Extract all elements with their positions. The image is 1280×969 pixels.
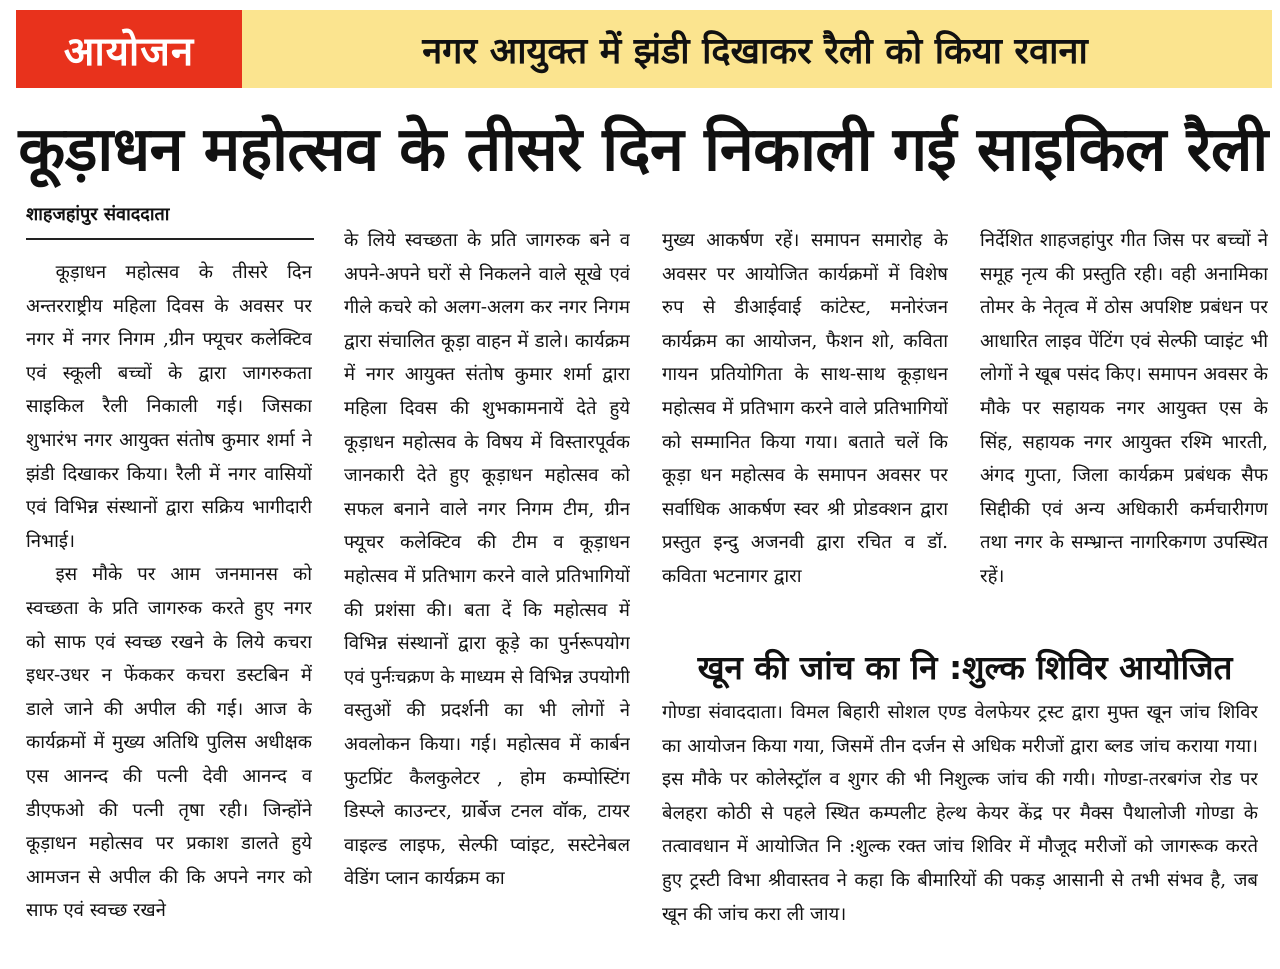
story1-paragraph-2: इस मौके पर आम जनमानस को स्वच्छता के प्रति जागरुक करते हुए नगर को साफ एवं स्वच्छ रखने के लिये कचरा इधर-उधर न फेंककर कचरा डस्टबिन में डाले जाने की अपील की गई। आज के कार्यक्रमों में मुख्य अतिथि पुलिस अधीक्षक एस आनन्द की पत्नी देवी आनन्द व डीएफओ की पत्नी तृषा रही। जिन्होंने कूड़ाधन महोत्सव पर प्रकाश डालते हुये आमजन से अपील की कि अपने नगर को साफ एवं स्वच्छ रखने [26, 564, 312, 922]
story1-column-2 [344, 224, 630, 964]
story1-paragraph-1: कूड़ाधन महोत्सव के तीसरे दिन अन्तरराष्ट्रीय महिला दिवस के अवसर पर नगर में नगर निगम ,ग्रीन फ्यूचर कलेक्टिव एवं स्कूली बच्चों के द्वारा जागरुकता साइकिल रैली निकाली गई। जिसका शुभारंभ नगर आयुक्त संतोष कुमार शर्मा ने झंडी दिखाकर किया। रैली में नगर वासियों एवं विभिन्न संस्थानों द्वारा सक्रिय भागीदारी निभाई। [26, 262, 312, 552]
story2-body-text: गोण्डा संवाददाता। विमल बिहारी सोशल एण्ड वेलफेयर ट्रस्ट द्वारा मुफ्त खून जांच शिविर का आयोजन किया गया, जिसमें तीन दर्जन से अधिक मरीजों द्वारा ब्लड जांच कराया गया। इस मौके पर कोलेस्ट्रॉल व शुगर की भी निशुल्क जांच की गयी। गोण्डा-तरबगंज रोड पर बेलहरा कोठी से पहले स्थित कम्पलीट हेल्थ केयर केंद्र पर मैक्स पैथालोजी गोण्डा के तत्वावधान में आयोजित नि :शुल्क रक्त जांच शिविर में मौजूद मरीजों को जागरूक करते हुए ट्रस्टी विभा श्रीवास्तव ने कहा कि बीमारियों की पकड़ आसानी से तभी संभव है, जब खून की जांच करा ली जाय। [662, 702, 1258, 925]
kicker-headline: नगर आयुक्त में झंडी दिखाकर रैली को किया रवाना [422, 30, 1088, 72]
byline: शाहजहांपुर संवाददाता [26, 204, 170, 225]
story1-column-1 [26, 256, 312, 962]
section-tag [16, 10, 242, 88]
story1-column-4 [980, 224, 1268, 626]
section-tag-label: आयोजन [63, 28, 195, 75]
story2-headline: खून की जांच का नि :शुल्क शिविर आयोजित [697, 647, 1233, 687]
story1-column-2-text: के लिये स्वच्छता के प्रति जागरुक बने व अपने-अपने घरों से निकलने वाले सूखे एवं गीले कचरे को अलग-अलग कर नगर निगम द्वारा संचालित कूड़ा वाहन में डाले। कार्यक्रम में नगर आयुक्त संतोष कुमार शर्मा द्वारा महिला दिवस की शुभकामनायें देते हुये कूड़ाधन महोत्सव के विषय में विस्तारपूर्वक जानकारी देते हुए कूड़ाधन महोत्सव को सफल बनाने वाले नगर निगम टीम, ग्रीन फ्यूचर कलेक्टिव की टीम व कूड़ाधन महोत्सव में प्रतिभाग करने वाले प्रतिभागियों की प्रशंसा की। बता दें कि महोत्सव में विभिन्न संस्थानों द्वारा कूड़े का पुर्नरूपयोग एवं पुर्नःचक्रण के माध्यम से विभिन्न उपयोगी वस्तुओं की प्रदर्शनी का भी लोगों ने अवलोकन किया। गई। महोत्सव में कार्बन फुटप्रिंट कैलकुलेटर , होम कम्पोस्टिंग डिस्प्ले काउन्टर, ग्रार्बेज टनल वॉक, टायर वाइल्ड लाइफ, सेल्फी प्वांइट, सस्टेनेबल वेडिंग प्लान कार्यक्रम का [344, 230, 630, 890]
byline-rule [26, 238, 314, 240]
story1-column-3-text: मुख्य आकर्षण रहें। समापन समारोह के अवसर पर आयोजित कार्यक्रमों में विशेष रुप से डीआईवाई कांटेस्ट, मनोरंजन कार्यक्रम का आयोजन, फैशन शो, कविता गायन प्रतियोगिता के साथ-साथ कूड़ाधन महोत्सव में प्रतिभाग करने वाले प्रतिभागियों को सम्मानित किया गया। बताते चलें कि कूड़ा धन महोत्सव के समापन अवसर पर सर्वाधिक आकर्षण स्वर श्री प्रोडक्शन द्वारा प्रस्तुत इन्दु अजनवी द्वारा रचित व डॉ. कविता भटनागर द्वारा [662, 230, 948, 587]
main-headline: कूड़ाधन महोत्सव के तीसरे दिन निकाली गई साइकिल रैली [18, 113, 1268, 185]
story1-column-3 [662, 224, 948, 626]
story2-body [662, 696, 1258, 964]
story1-column-4-text: निर्देशित शाहजहांपुर गीत जिस पर बच्चों ने समूह नृत्य की प्रस्तुति रही। वही अनामिका तोमर के नेतृत्व में ठोस अपशिष्ट प्रबंधन पर आधारित लाइव पेंटिंग एवं सेल्फी प्वाइंट भी लोगों ने खूब पसंद किए। समापन अवसर के मौके पर सहायक नगर आयुक्त एस के सिंह, सहायक नगर आयुक्त रश्मि भारती, अंगद गुप्ता, जिला कार्यक्रम प्रबंधक सैफ सिद्दीकी एवं अन्य अधिकारी कर्मचारीगण तथा नगर के सम्भ्रान्त नागरिकगण उपस्थित रहें। [980, 230, 1268, 587]
